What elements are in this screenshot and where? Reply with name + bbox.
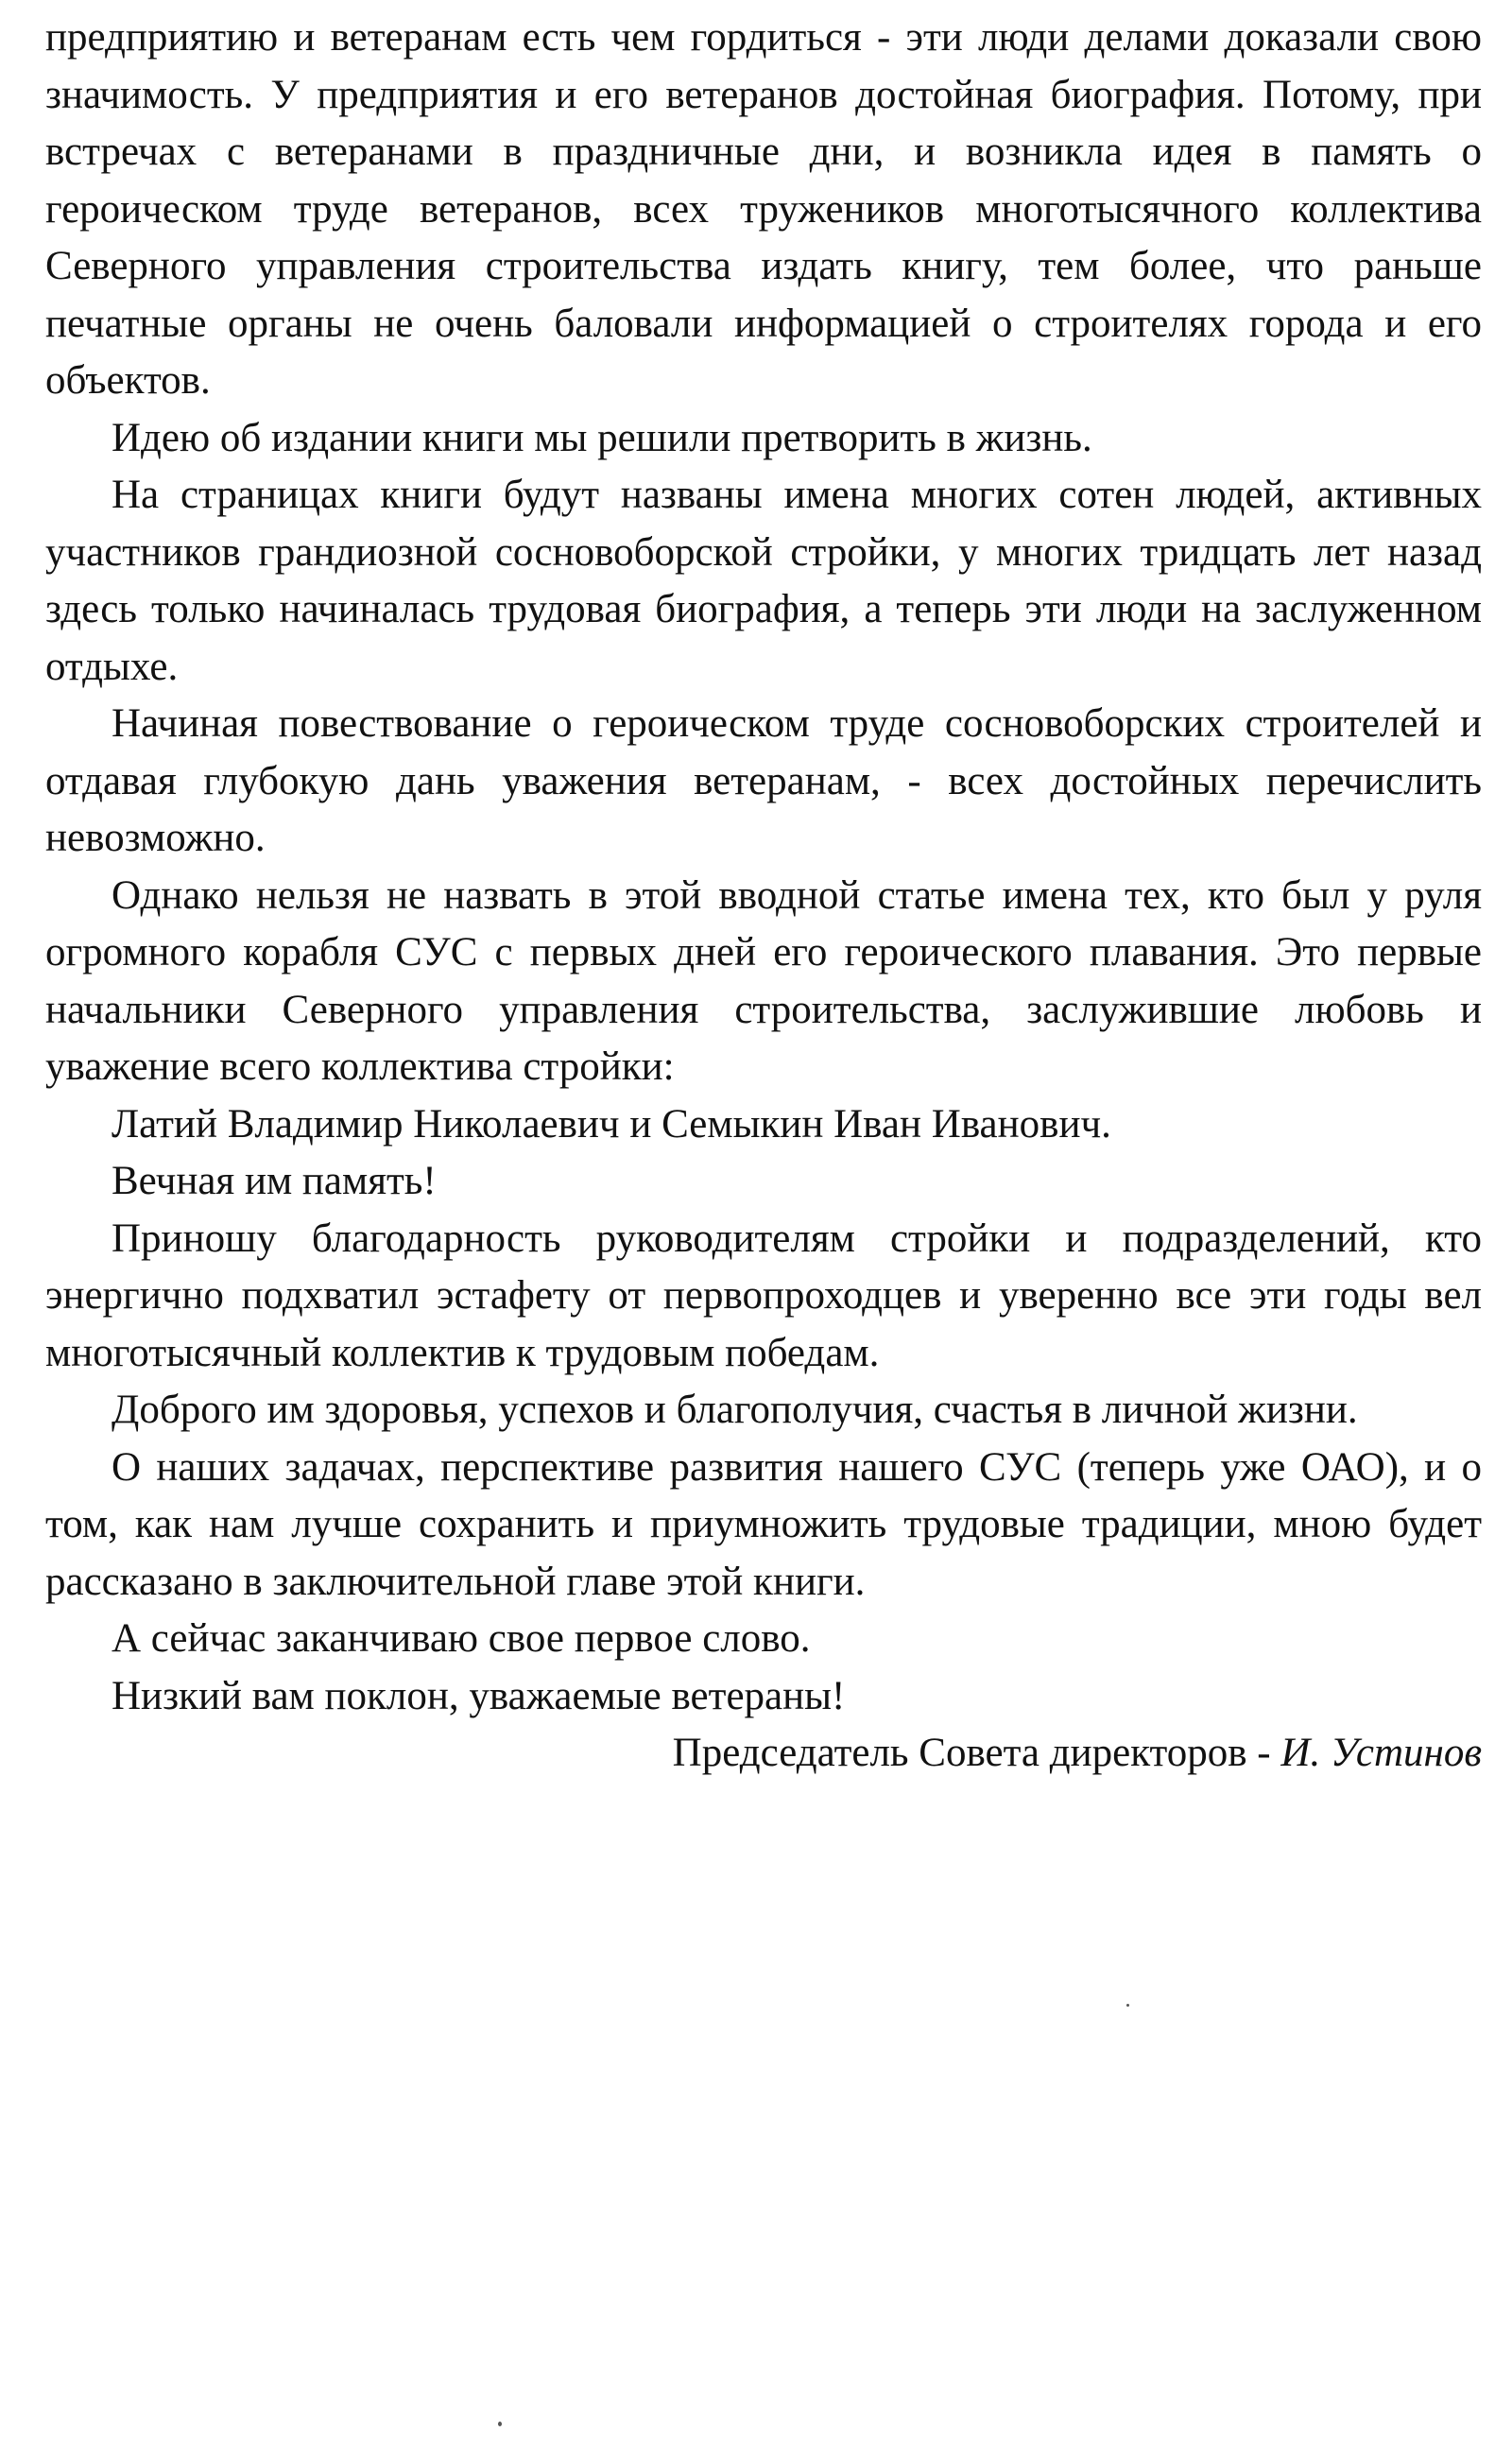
- signature-author: И. Устинов: [1280, 1731, 1482, 1775]
- scan-speck: [1126, 2004, 1129, 2007]
- paragraph-gratitude: Приношу благодарность руководителям стройки и подразделений, кто энергично подхватил эстафету от первопроходцев и уверенно все эти годы вел многотысячный коллектив к трудовым победам.: [45, 1216, 1482, 1375]
- paragraph-tasks: О наших задачах, перспективе развития нашего СУС (теперь уже ОАО), и о том, как нам лучше сохранить и приумножить трудовые традиции, мною будет рассказано в заключительной главе этой книги.: [45, 1444, 1482, 1604]
- paragraph-memory: Вечная им память!: [112, 1159, 437, 1203]
- paragraph-names: На страницах книги будут названы имена многих сотен людей, активных участников грандиозной сосновоборской стройки, у многих тридцать лет назад здесь только начиналась трудовая биография, а теперь эти люди на заслуженном отдыхе.: [45, 473, 1482, 689]
- paragraph-wishes: Доброго им здоровья, успехов и благополучия, счастья в личной жизни.: [112, 1388, 1358, 1432]
- document-page: [45, 9, 1482, 1783]
- paragraph-first-leaders: Однако нельзя не назвать в этой вводной статье имена тех, кто был у руля огромного корабля СУС с первых дней его героического плавания. Это первые начальники Северного управления строительства, заслужившие любовь и уважение всего коллектива стройки:: [45, 872, 1482, 1089]
- signature: [45, 1725, 1482, 1783]
- signature-role: Председатель Совета директоров -: [672, 1731, 1281, 1775]
- paragraph-narration: Начиная повествование о героическом труде сосновоборских строителей и отдавая глубокую дань уважения ветеранам, - всех достойных перечислить невозможно.: [45, 701, 1482, 860]
- paragraph-leader-names: Латий Владимир Николаевич и Семыкин Иван Иванович.: [112, 1101, 1111, 1147]
- paragraph-closing: А сейчас заканчиваю свое первое слово.: [112, 1616, 811, 1661]
- paragraph-bow: Низкий вам поклон, уважаемые ветераны!: [112, 1673, 846, 1718]
- paragraph-idea: Идею об издании книги мы решили претворить в жизнь.: [112, 415, 1092, 460]
- scan-speck: [498, 2422, 502, 2426]
- paragraph-intro: предприятию и ветеранам есть чем гордиться - эти люди делами доказали свою значимость. У предприятия и его ветеранов достойная биография. Потому, при встречах с ветеранами в праздничные дни, и возникла идея в память о героическом труде ветеранов, всех тружеников многотысячного коллектива Северного управления строительства издать книгу, тем более, что раньше печатные органы не очень баловали информацией о строителях города и его объектов.: [45, 15, 1482, 403]
